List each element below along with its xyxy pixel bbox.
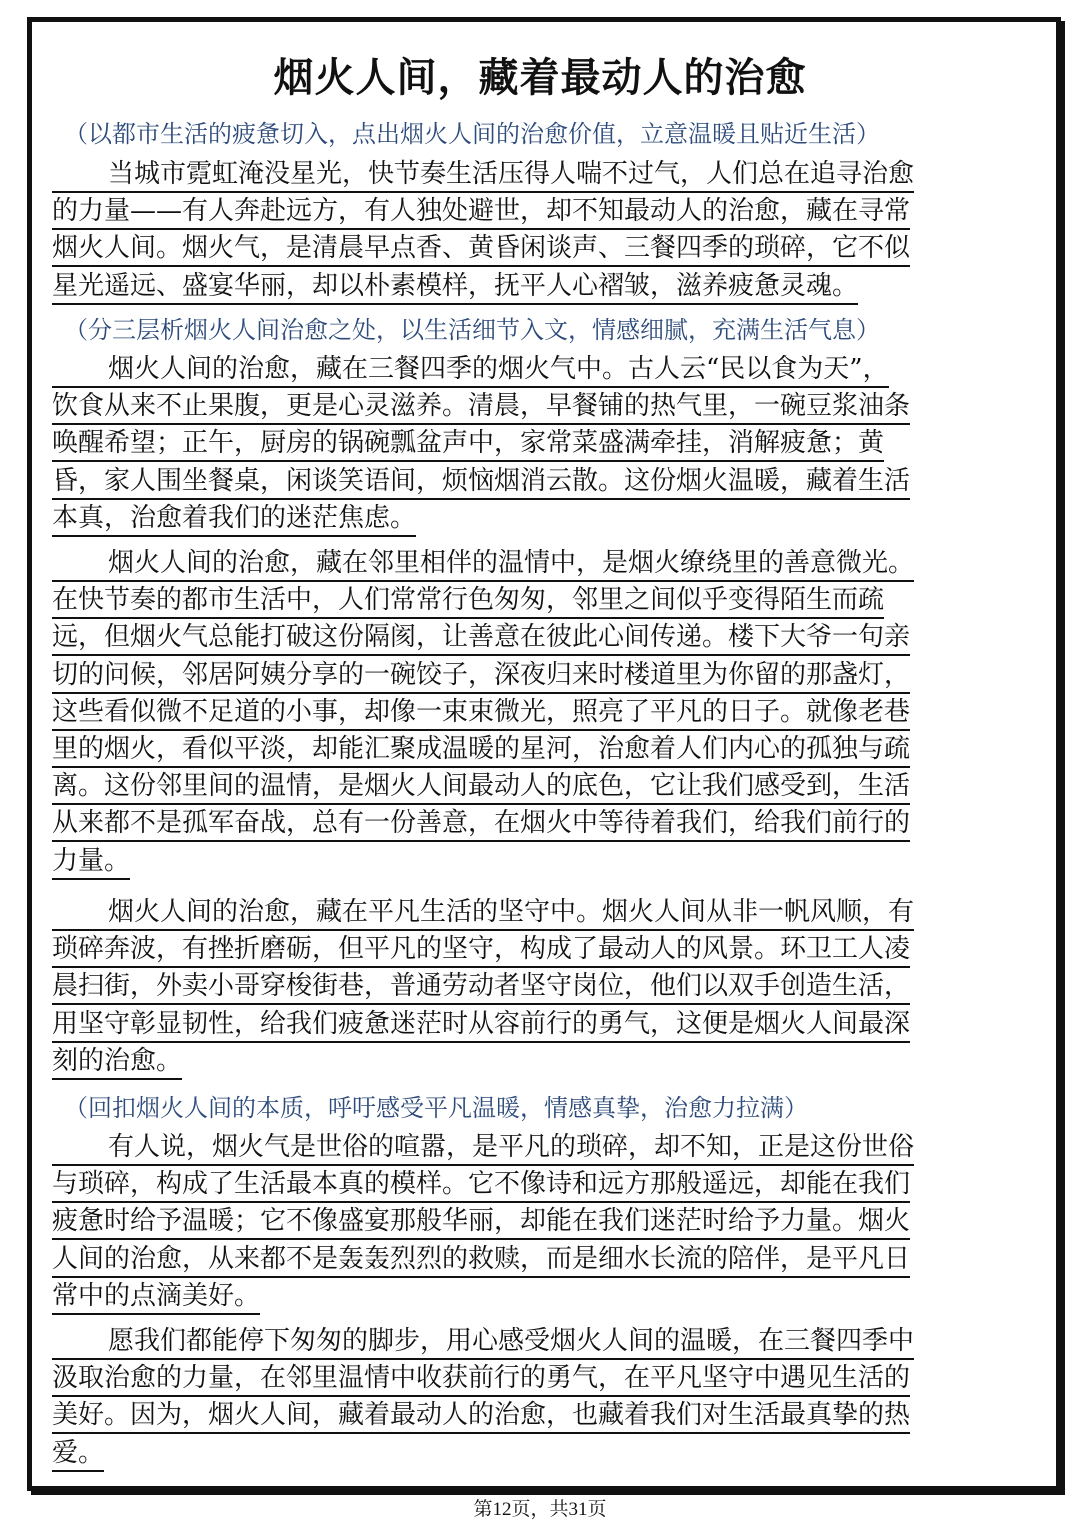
text-line — [52, 1278, 1012, 1315]
text-line-content: 这些看似微不足道的小事，却像一束束微光，照亮了平凡的日子。就像老巷 — [52, 695, 910, 731]
text-line-content: 烟火人间的治愈，藏在邻里相伴的温情中，是烟火缭绕里的善意微光。 — [52, 546, 914, 582]
text-line — [52, 500, 1012, 537]
text-line-content: 离。这份邻里间的温情，是烟火人间最动人的底色，它让我们感受到，生活 — [52, 769, 910, 805]
text-line-content: 疲惫时给予温暖；它不像盛宴那般华丽，却能在我们迷茫时给予力量。烟火 — [52, 1204, 910, 1240]
text-line — [52, 1043, 1012, 1080]
paragraph-6 — [52, 1323, 1012, 1472]
text-line — [52, 1397, 1012, 1434]
text-line-content: 美好。因为，烟火人间，藏着最动人的治愈，也藏着我们对生活最真挚的热 — [52, 1398, 910, 1434]
text-line-content: 琐碎奔波，有挫折磨砺，但平凡的坚守，构成了最动人的风景。环卫工人凌 — [52, 932, 910, 968]
text-line-content: 当城市霓虹淹没星光，快节奏生活压得人喘不过气，人们总在追寻治愈 — [52, 157, 914, 193]
text-line — [52, 843, 1012, 880]
text-line-content: 切的问候，邻居阿姨分享的一碗饺子，深夜归来时楼道里为你留的那盏灯， — [52, 658, 910, 694]
text-line-content: 爱。 — [52, 1436, 104, 1472]
text-line-content: 有人说，烟火气是世俗的喧嚣，是平凡的琐碎，却不知，正是这份世俗 — [52, 1130, 914, 1166]
text-line — [52, 1203, 1012, 1240]
text-line — [52, 894, 1012, 931]
text-line-content: 里的烟火，看似平淡，却能汇聚成温暖的星河，治愈着人们内心的孤独与疏 — [52, 732, 910, 768]
text-line — [52, 731, 1012, 768]
text-line — [52, 193, 1012, 230]
text-line — [52, 268, 1012, 305]
text-line-content: 昏，家人围坐餐桌，闲谈笑语间，烦恼烟消云散。这份烟火温暖，藏着生活 — [52, 464, 910, 500]
text-line — [52, 968, 1012, 1005]
annotation-conclusion: （回扣烟火人间的本质，呼吁感受平凡温暖，情感真挚，治愈力拉满） — [64, 1094, 808, 1122]
text-line-content: 饮食从来不止果腹，更是心灵滋养。清晨，早餐铺的热气里，一碗豆浆油条 — [52, 389, 910, 425]
text-line — [52, 463, 1012, 500]
paragraph-1 — [52, 156, 1012, 305]
text-line-content: 用坚守彰显韧性，给我们疲惫迷茫时从容前行的勇气，这便是烟火人间最深 — [52, 1007, 910, 1043]
text-line — [52, 230, 1012, 267]
annotation-body: （分三层析烟火人间治愈之处，以生活细节入文，情感细腻，充满生活气息） — [64, 316, 880, 344]
text-line — [52, 388, 1012, 425]
text-line-content: 烟火人间的治愈，藏在平凡生活的坚守中。烟火人间从非一帆风顺，有 — [52, 895, 914, 931]
text-line — [52, 1241, 1012, 1278]
text-line-content: 力量。 — [52, 844, 130, 880]
text-line-content: 星光遥远、盛宴华丽，却以朴素模样，抚平人心褶皱，滋养疲惫灵魂。 — [52, 269, 858, 305]
text-line — [52, 1166, 1012, 1203]
text-line — [52, 768, 1012, 805]
text-line-content: 本真，治愈着我们的迷茫焦虑。 — [52, 501, 416, 537]
text-line — [52, 1006, 1012, 1043]
text-line-content: 常中的点滴美好。 — [52, 1279, 260, 1315]
page-title: 烟火人间，藏着最动人的治愈 — [273, 55, 807, 101]
text-line-content: 远，但烟火气总能打破这份隔阂，让善意在彼此心间传递。楼下大爷一句亲 — [52, 620, 910, 656]
text-line — [52, 156, 1012, 193]
text-line — [52, 1323, 1012, 1360]
text-line-content: 与琐碎，构成了生活最本真的模样。它不像诗和远方那般遥远，却能在我们 — [52, 1167, 910, 1203]
text-line-content: 从来都不是孤军奋战，总有一份善意，在烟火中等待着我们，给我们前行的 — [52, 806, 910, 842]
text-line — [52, 1129, 1012, 1166]
text-line — [52, 1435, 1012, 1472]
text-line-content: 唤醒希望；正午，厨房的锅碗瓢盆声中，家常菜盛满牵挂，消解疲惫；黄 — [52, 426, 884, 462]
text-line-content: 烟火人间的治愈，藏在三餐四季的烟火气中。古人云“民以食为天”， — [52, 352, 889, 388]
text-line-content: 的力量——有人奔赴远方，有人独处避世，却不知最动人的治愈，藏在寻常 — [52, 194, 910, 230]
annotation-intro: （以都市生活的疲惫切入，点出烟火人间的治愈价值，立意温暖且贴近生活） — [64, 120, 880, 148]
text-line-content: 在快节奏的都市生活中，人们常常行色匆匆，邻里之间似乎变得陌生而疏 — [52, 583, 884, 619]
paragraph-2 — [52, 351, 1012, 537]
text-line-content: 人间的治愈，从来都不是轰轰烈烈的救赎，而是细水长流的陪伴，是平凡日 — [52, 1242, 910, 1278]
text-line-content: 刻的治愈。 — [52, 1044, 182, 1080]
text-line — [52, 805, 1012, 842]
text-line — [52, 582, 1012, 619]
text-line — [52, 931, 1012, 968]
text-line — [52, 657, 1012, 694]
text-line — [52, 425, 1012, 462]
text-line-content: 汲取治愈的力量，在邻里温情中收获前行的勇气，在平凡坚守中遇见生活的 — [52, 1361, 910, 1397]
paragraph-5 — [52, 1129, 1012, 1315]
text-line-content: 烟火人间。烟火气，是清晨早点香、黄昏闲谈声、三餐四季的琐碎，它不似 — [52, 231, 910, 267]
paragraph-4 — [52, 894, 1012, 1080]
text-line — [52, 694, 1012, 731]
text-line — [52, 545, 1012, 582]
text-line-content: 晨扫街，外卖小哥穿梭街巷，普通劳动者坚守岗位，他们以双手创造生活， — [52, 969, 910, 1005]
text-line — [52, 1360, 1012, 1397]
text-line — [52, 351, 1012, 388]
page-number: 第12页，共31页 — [473, 1499, 607, 1520]
text-line-content: 愿我们都能停下匆匆的脚步，用心感受烟火人间的温暖，在三餐四季中 — [52, 1324, 914, 1360]
paragraph-3 — [52, 545, 1012, 880]
text-line — [52, 619, 1012, 656]
